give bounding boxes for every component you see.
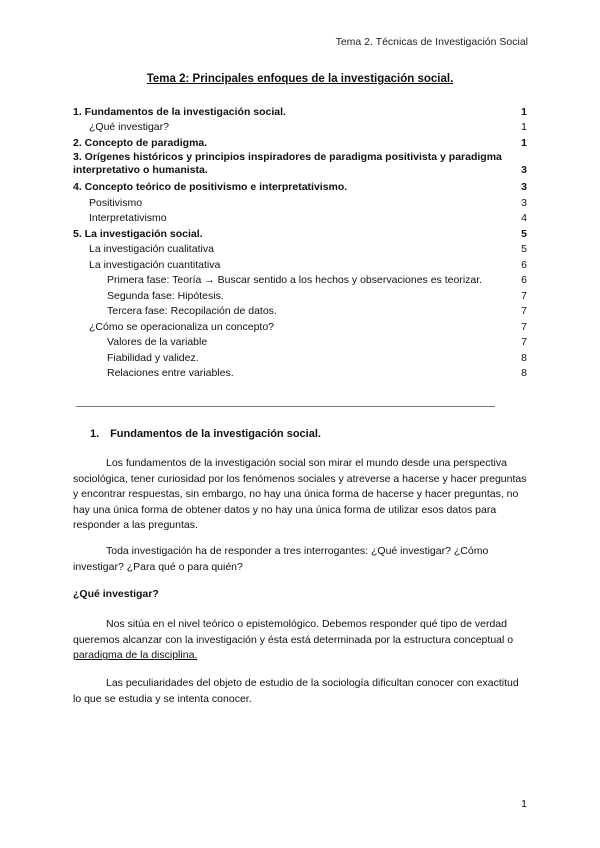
toc-entry-title: La investigación cuantitativa <box>89 258 221 271</box>
section-number: 1. <box>90 428 100 440</box>
toc-entry-title: 4. Concepto teórico de positivismo e interpretativismo. <box>73 181 348 193</box>
toc-entry[interactable] <box>73 350 527 366</box>
paragraph-fundamentos: Los fundamentos de la investigación social son mirar el mundo desde una perspectiva sociológica, tener curiosidad por los fenómenos sociales y atreverse a hacerse y hacer preguntas y encontrar respuestas, sin embargo, no hay una única forma de hacerse y hacer preguntas, no hay una única forma de obtener datos y no hay una única forma de utilizar esos datos para responder a las preguntas. <box>73 457 527 532</box>
toc-entry[interactable] <box>73 257 527 273</box>
section-heading <box>90 428 321 440</box>
toc-entry-title: ¿Cómo se operacionaliza un concepto? <box>89 320 275 333</box>
toc-entry-page: 1 <box>521 121 527 133</box>
toc-entry[interactable] <box>73 120 527 136</box>
toc-entry-page: 4 <box>521 212 527 224</box>
toc-entry-title: ¿Qué investigar? <box>89 121 169 133</box>
toc-entry-page: 1 <box>521 136 527 149</box>
toc-entry[interactable] <box>73 211 527 227</box>
toc-entry[interactable] <box>73 319 527 335</box>
document-title: Tema 2: Principales enfoques de la investigación social. <box>146 73 454 85</box>
toc-entry-page: 5 <box>521 227 527 240</box>
paragraph-nivel-teorico-text: Nos sitúa en el nivel teórico o epistemológico. Debemos responder qué tipo de verdad queremos alcanzar con la investigación y ésta está determinada por la estructura conceptual o <box>73 618 514 646</box>
toc-entry-title: Positivismo <box>89 196 143 209</box>
toc-entry[interactable] <box>73 180 527 196</box>
toc-entry[interactable] <box>73 195 527 211</box>
toc-entry[interactable] <box>73 288 527 304</box>
toc-entry-page: 5 <box>521 243 527 255</box>
paragraph-nivel-teorico <box>73 617 527 664</box>
toc-entry-title: 3. Orígenes históricos y principios inspiradores de paradigma positivista y paradigma interpretativo o humanista. <box>73 150 502 176</box>
paradigma-link[interactable]: paradigma de la disciplina. <box>73 649 198 662</box>
toc-entry-page: 3 <box>521 163 527 176</box>
toc-entry[interactable] <box>73 366 527 382</box>
toc-entry[interactable] <box>73 242 527 258</box>
toc-entry[interactable] <box>73 135 527 151</box>
toc-entry[interactable] <box>73 104 527 120</box>
toc-entry-page: 7 <box>521 320 527 333</box>
toc-entry-title: 1. Fundamentos de la investigación social. <box>73 105 286 118</box>
toc-entry-title: Valores de la variable <box>107 336 208 348</box>
section-title: Fundamentos de la investigación social. <box>110 428 321 440</box>
toc-entry[interactable] <box>73 151 527 177</box>
toc-entry-page: 7 <box>521 289 527 302</box>
table-of-contents <box>73 104 527 381</box>
toc-entry-title: Tercera fase: Recopilación de datos. <box>107 305 277 317</box>
toc-entry-title: Fiabilidad y validez. <box>107 351 199 364</box>
toc-entry[interactable] <box>73 226 527 242</box>
toc-entry-page: 7 <box>521 305 527 317</box>
subheading-que-investigar: ¿Qué investigar? <box>73 588 159 600</box>
toc-entry[interactable] <box>73 273 527 289</box>
toc-entry-title: Segunda fase: Hipótesis. <box>107 289 224 302</box>
toc-entry-page: 6 <box>521 258 527 271</box>
toc-entry-page: 3 <box>521 181 527 193</box>
section-divider <box>76 406 495 407</box>
toc-entry-page: 8 <box>521 367 527 379</box>
toc-entry-page: 3 <box>521 196 527 209</box>
toc-entry-title: 2. Concepto de paradigma. <box>73 136 208 149</box>
paragraph-peculiaridades: Las peculiaridades del objeto de estudio de la sociología dificultan conocer con exactitud lo que se estudia y se intenta conocer. <box>73 677 519 705</box>
toc-entry-title: 5. La investigación social. <box>73 227 203 240</box>
running-header: Tema 2. Técnicas de Investigación Social <box>335 36 528 48</box>
page-number: 1 <box>521 798 527 810</box>
paragraph-interrogantes: Toda investigación ha de responder a tres interrogantes: ¿Qué investigar? ¿Cómo investigar? ¿Para qué o para quién? <box>73 545 489 573</box>
toc-entry-title: Primera fase: Teoría → Buscar sentido a los hechos y observaciones es teorizar. <box>107 274 483 286</box>
toc-entry-page: 8 <box>521 351 527 364</box>
toc-entry[interactable] <box>73 335 527 351</box>
toc-entry-page: 1 <box>521 105 527 118</box>
toc-entry-page: 6 <box>521 274 527 286</box>
toc-entry-page: 7 <box>521 336 527 348</box>
toc-entry-title: Interpretativismo <box>89 212 167 224</box>
toc-entry[interactable] <box>73 304 527 320</box>
toc-entry-title: Relaciones entre variables. <box>107 367 234 379</box>
toc-entry-title: La investigación cualitativa <box>89 243 214 255</box>
